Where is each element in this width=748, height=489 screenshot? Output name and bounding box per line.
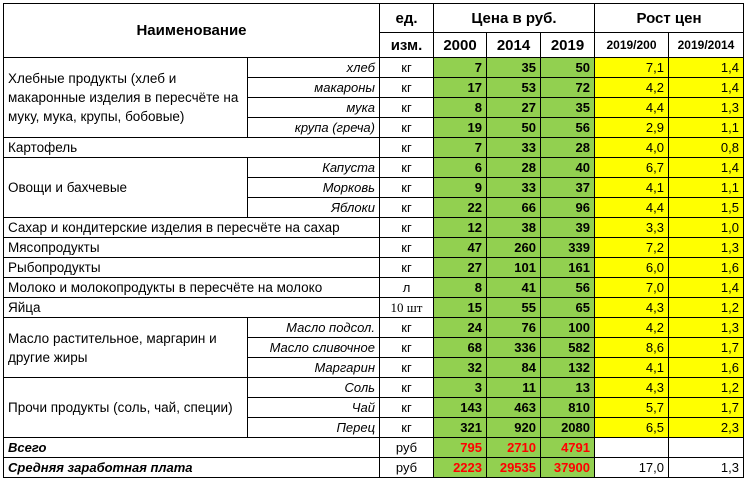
ratio-2019-2014: 1,4 <box>669 78 744 98</box>
ratio-2019-2000: 6,5 <box>595 418 669 438</box>
price-2014: 11 <box>487 378 541 398</box>
empty-cell <box>669 438 744 458</box>
ratio-2019-2014: 1,4 <box>669 58 744 78</box>
price-2000: 24 <box>434 318 487 338</box>
salary-ratio-2019-2000: 17,0 <box>595 458 669 478</box>
ratio-2019-2000: 4,2 <box>595 78 669 98</box>
price-2000: 9 <box>434 178 487 198</box>
price-2000: 321 <box>434 418 487 438</box>
price-2019: 39 <box>541 218 595 238</box>
ratio-2019-2000: 4,1 <box>595 178 669 198</box>
ratio-2019-2000: 4,3 <box>595 298 669 318</box>
salary-ratio-2019-2014: 1,3 <box>669 458 744 478</box>
ratio-2019-2014: 1,2 <box>669 298 744 318</box>
unit-cell: кг <box>380 58 434 78</box>
unit-cell: руб <box>380 458 434 478</box>
ratio-2019-2014: 1,4 <box>669 278 744 298</box>
price-2014: 76 <box>487 318 541 338</box>
total-label: Всего <box>4 438 380 458</box>
item-name: Яблоки <box>248 198 380 218</box>
price-2014: 101 <box>487 258 541 278</box>
empty-cell <box>595 438 669 458</box>
price-2000: 6 <box>434 158 487 178</box>
ratio-2019-2014: 1,3 <box>669 238 744 258</box>
ratio-2019-2014: 1,6 <box>669 358 744 378</box>
salary-2000: 2223 <box>434 458 487 478</box>
price-2000: 8 <box>434 98 487 118</box>
table-row <box>4 138 744 158</box>
ratio-header-2019-2014: 2019/2014 <box>669 33 744 58</box>
table-row <box>4 298 744 318</box>
price-2019: 56 <box>541 118 595 138</box>
ratio-2019-2000: 7,0 <box>595 278 669 298</box>
price-2014: 41 <box>487 278 541 298</box>
ratio-2019-2000: 6,0 <box>595 258 669 278</box>
ratio-2019-2000: 3,3 <box>595 218 669 238</box>
ratio-2019-2000: 6,7 <box>595 158 669 178</box>
price-2019: 96 <box>541 198 595 218</box>
price-2019: 35 <box>541 98 595 118</box>
item-name: Морковь <box>248 178 380 198</box>
price-2000: 19 <box>434 118 487 138</box>
unit-cell: кг <box>380 218 434 238</box>
unit-cell: 10 шт <box>380 298 434 318</box>
ratio-2019-2000: 4,1 <box>595 358 669 378</box>
price-2019: 28 <box>541 138 595 158</box>
price-2000: 8 <box>434 278 487 298</box>
price-2019: 40 <box>541 158 595 178</box>
ratio-2019-2014: 1,3 <box>669 318 744 338</box>
price-2019: 56 <box>541 278 595 298</box>
unit-cell: кг <box>380 398 434 418</box>
price-2000: 12 <box>434 218 487 238</box>
item-name: хлеб <box>248 58 380 78</box>
price-2014: 33 <box>487 178 541 198</box>
price-2014: 50 <box>487 118 541 138</box>
total-row <box>4 438 744 458</box>
ratio-2019-2000: 7,1 <box>595 58 669 78</box>
price-2000: 7 <box>434 58 487 78</box>
ratio-2019-2000: 2,9 <box>595 118 669 138</box>
item-name: Чай <box>248 398 380 418</box>
unit-cell: кг <box>380 138 434 158</box>
price-2019: 50 <box>541 58 595 78</box>
unit-cell: кг <box>380 78 434 98</box>
price-2019: 582 <box>541 338 595 358</box>
ratio-2019-2014: 1,6 <box>669 258 744 278</box>
price-2014: 260 <box>487 238 541 258</box>
ratio-2019-2000: 5,7 <box>595 398 669 418</box>
total-2000: 795 <box>434 438 487 458</box>
salary-label: Средняя заработная плата <box>4 458 380 478</box>
table-row <box>4 318 744 338</box>
table-row <box>4 378 744 398</box>
price-2019: 37 <box>541 178 595 198</box>
price-2014: 920 <box>487 418 541 438</box>
table-row <box>4 278 744 298</box>
price-2014: 84 <box>487 358 541 378</box>
item-name: крупа (греча) <box>248 118 380 138</box>
unit-cell: кг <box>380 258 434 278</box>
unit-cell: кг <box>380 418 434 438</box>
total-2014: 2710 <box>487 438 541 458</box>
ratio-2019-2000: 4,2 <box>595 318 669 338</box>
price-2019: 2080 <box>541 418 595 438</box>
price-table <box>3 3 744 478</box>
group-milk: Молоко и молокопродукты в пересчёте на молоко <box>4 278 380 298</box>
unit-cell: кг <box>380 358 434 378</box>
ratio-header-2019-2000: 2019/200 <box>595 33 669 58</box>
price-2019: 339 <box>541 238 595 258</box>
growth-header: Рост цен <box>595 4 744 33</box>
group-sugar: Сахар и кондитерские изделия в пересчёте на сахар <box>4 218 380 238</box>
ratio-2019-2014: 1,1 <box>669 118 744 138</box>
unit-cell: кг <box>380 238 434 258</box>
name-header: Наименование <box>4 4 380 58</box>
ratio-2019-2014: 0,8 <box>669 138 744 158</box>
price-2014: 336 <box>487 338 541 358</box>
ratio-2019-2014: 1,7 <box>669 338 744 358</box>
salary-row <box>4 458 744 478</box>
ratio-2019-2000: 4,4 <box>595 98 669 118</box>
group-oil: Масло растительное, маргарин и другие жиры <box>4 318 248 378</box>
price-2000: 3 <box>434 378 487 398</box>
unit-cell: кг <box>380 338 434 358</box>
item-name: макароны <box>248 78 380 98</box>
price-2019: 13 <box>541 378 595 398</box>
year-header-2014: 2014 <box>487 33 541 58</box>
ratio-2019-2014: 2,3 <box>669 418 744 438</box>
item-name: Маргарин <box>248 358 380 378</box>
group-veg: Овощи и бахчевые <box>4 158 248 218</box>
ratio-2019-2014: 1,0 <box>669 218 744 238</box>
table-row <box>4 258 744 278</box>
price-2014: 66 <box>487 198 541 218</box>
price-2000: 47 <box>434 238 487 258</box>
unit-cell: кг <box>380 118 434 138</box>
price-2014: 38 <box>487 218 541 238</box>
unit-cell: кг <box>380 178 434 198</box>
price-2000: 22 <box>434 198 487 218</box>
salary-2014: 29535 <box>487 458 541 478</box>
price-2014: 463 <box>487 398 541 418</box>
unit-cell: кг <box>380 198 434 218</box>
item-name: мука <box>248 98 380 118</box>
item-name: Капуста <box>248 158 380 178</box>
table-row <box>4 58 744 78</box>
price-2000: 17 <box>434 78 487 98</box>
unit-cell: л <box>380 278 434 298</box>
ratio-2019-2014: 1,3 <box>669 98 744 118</box>
table-row <box>4 238 744 258</box>
ratio-2019-2014: 1,5 <box>669 198 744 218</box>
unit-header-line1: ед. <box>380 4 434 33</box>
item-name: Масло подсол. <box>248 318 380 338</box>
ratio-2019-2014: 1,2 <box>669 378 744 398</box>
ratio-2019-2000: 7,2 <box>595 238 669 258</box>
group-potato: Картофель <box>4 138 380 158</box>
group-meat: Мясопродукты <box>4 238 380 258</box>
unit-cell: руб <box>380 438 434 458</box>
ratio-2019-2014: 1,1 <box>669 178 744 198</box>
ratio-2019-2014: 1,7 <box>669 398 744 418</box>
total-2019: 4791 <box>541 438 595 458</box>
price-2019: 72 <box>541 78 595 98</box>
price-2000: 7 <box>434 138 487 158</box>
ratio-2019-2000: 4,0 <box>595 138 669 158</box>
price-2014: 55 <box>487 298 541 318</box>
price-2000: 143 <box>434 398 487 418</box>
price-2019: 132 <box>541 358 595 378</box>
unit-cell: кг <box>380 158 434 178</box>
group-other: Прочи продукты (соль, чай, специи) <box>4 378 248 438</box>
price-2000: 68 <box>434 338 487 358</box>
unit-cell: кг <box>380 378 434 398</box>
salary-2019: 37900 <box>541 458 595 478</box>
price-2014: 33 <box>487 138 541 158</box>
table-row <box>4 158 744 178</box>
price-2000: 15 <box>434 298 487 318</box>
price-2019: 100 <box>541 318 595 338</box>
ratio-2019-2014: 1,4 <box>669 158 744 178</box>
group-eggs: Яйца <box>4 298 380 318</box>
item-name: Перец <box>248 418 380 438</box>
item-name: Соль <box>248 378 380 398</box>
table-row <box>4 218 744 238</box>
unit-header-line2: изм. <box>380 33 434 58</box>
price-2000: 32 <box>434 358 487 378</box>
price-2014: 35 <box>487 58 541 78</box>
group-fish: Рыбопродукты <box>4 258 380 278</box>
group-bread: Хлебные продукты (хлеб и макаронные изделия в пересчёте на муку, мука, крупы, бобовые) <box>4 58 248 138</box>
price-2019: 65 <box>541 298 595 318</box>
year-header-2019: 2019 <box>541 33 595 58</box>
item-name: Масло сливочное <box>248 338 380 358</box>
price-2014: 28 <box>487 158 541 178</box>
unit-cell: кг <box>380 98 434 118</box>
price-2000: 27 <box>434 258 487 278</box>
price-2019: 810 <box>541 398 595 418</box>
ratio-2019-2000: 8,6 <box>595 338 669 358</box>
ratio-2019-2000: 4,4 <box>595 198 669 218</box>
price-2014: 53 <box>487 78 541 98</box>
ratio-2019-2000: 4,3 <box>595 378 669 398</box>
price-header: Цена в руб. <box>434 4 595 33</box>
price-2014: 27 <box>487 98 541 118</box>
year-header-2000: 2000 <box>434 33 487 58</box>
unit-cell: кг <box>380 318 434 338</box>
price-2019: 161 <box>541 258 595 278</box>
